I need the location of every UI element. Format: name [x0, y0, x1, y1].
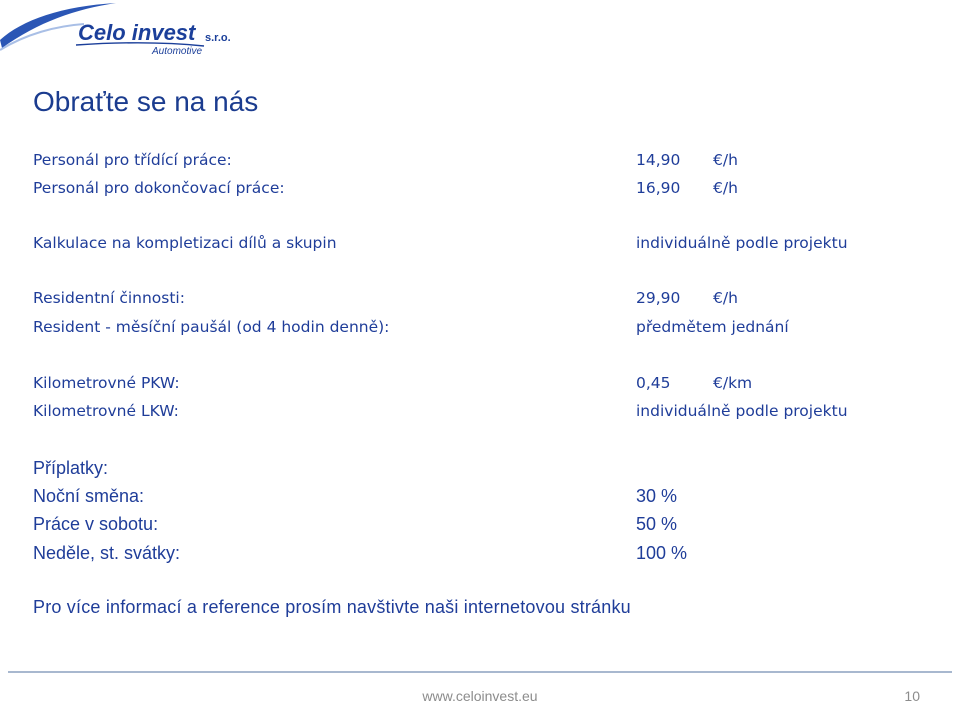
slide-title: Obraťte se na nás [33, 86, 259, 117]
rate-row [0, 400, 960, 422]
rate-label: Resident - měsíční paušál (od 4 hodin denně): [33, 318, 390, 336]
page-number: 10 [904, 688, 920, 704]
rate-row [0, 177, 960, 199]
rate-label: Residentní činnosti: [33, 289, 185, 307]
surcharge-row [0, 512, 960, 536]
rate-row [0, 372, 960, 394]
surcharge-label: Noční směna: [33, 486, 145, 506]
logo-brand: Celo invest [78, 20, 196, 45]
logo-suffix: s.r.o. [205, 32, 231, 44]
rate-unit: €/km [713, 374, 753, 392]
rate-label: Personál pro třídící práce: [33, 151, 232, 169]
rate-value: individuálně podle projektu [636, 234, 848, 252]
rate-unit: €/h [713, 151, 738, 169]
surcharge-label: Neděle, st. svátky: [33, 543, 181, 563]
rate-row [0, 316, 960, 338]
rate-label: Kilometrovné LKW: [33, 402, 179, 420]
rate-label: Personál pro dokončovací práce: [33, 179, 285, 197]
company-logo [0, 0, 240, 58]
footer-divider [8, 671, 952, 673]
rate-label: Kilometrovné PKW: [33, 374, 180, 392]
surcharge-value: 100 % [636, 543, 688, 563]
rate-value: individuálně podle projektu [636, 402, 848, 420]
rate-row [0, 149, 960, 171]
rate-label: Kalkulace na kompletizaci dílů a skupin [33, 234, 337, 252]
surcharge-row [0, 541, 960, 565]
surcharges-heading: Příplatky: [33, 458, 109, 478]
rate-unit: €/h [713, 289, 738, 307]
footer-url: www.celoinvest.eu [422, 688, 538, 704]
rate-value: předmětem jednání [636, 318, 789, 336]
footer-note: Pro více informací a reference prosím navštivte naši internetovou stránku [33, 597, 631, 617]
rate-value: 29,90 [636, 289, 681, 307]
rate-value: 14,90 [636, 151, 681, 169]
surcharge-value: 30 % [636, 486, 678, 506]
rate-value: 0,45 [636, 374, 671, 392]
rate-value: 16,90 [636, 179, 681, 197]
rate-row [0, 287, 960, 309]
surcharge-label: Práce v sobotu: [33, 514, 159, 534]
surcharge-value: 50 % [636, 514, 678, 534]
logo-tagline: Automotive [152, 46, 203, 57]
rate-row [0, 232, 960, 254]
rate-unit: €/h [713, 179, 738, 197]
surcharge-row [0, 484, 960, 508]
surcharges-heading-row [0, 456, 960, 480]
